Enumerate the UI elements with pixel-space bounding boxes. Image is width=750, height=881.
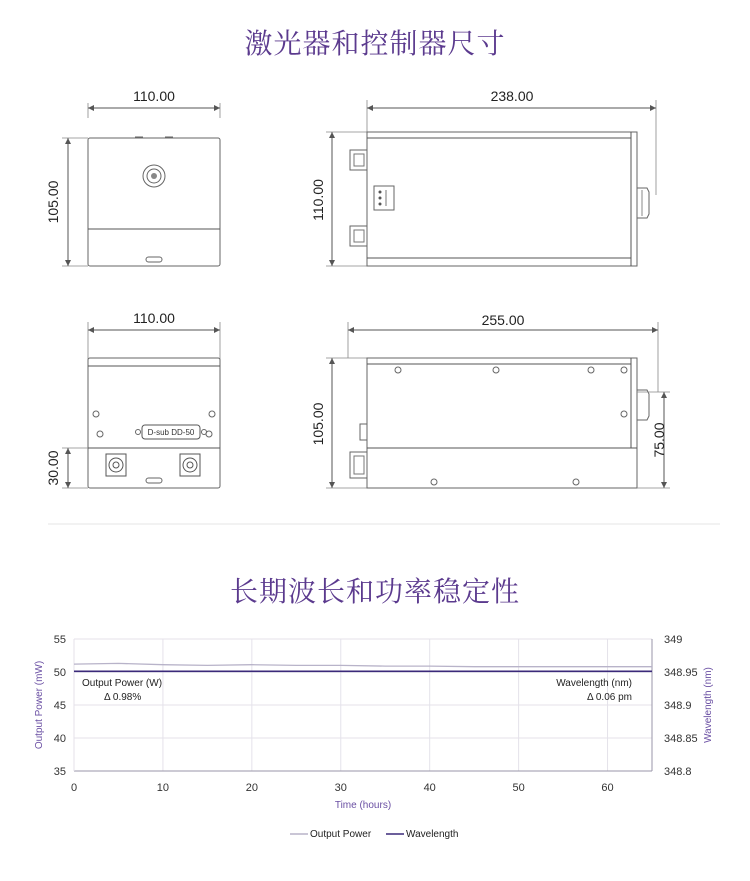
x-tick-label: 60 bbox=[601, 782, 614, 794]
x-tick-label: 30 bbox=[334, 782, 347, 794]
drawing-controller-side-view bbox=[310, 312, 670, 488]
dsub-connector-label: D-sub DD-50 bbox=[147, 428, 195, 437]
dimensions-title: 激光器和控制器尺寸 bbox=[244, 27, 506, 60]
chart-grid bbox=[74, 639, 652, 771]
x-tick-label: 20 bbox=[245, 782, 258, 794]
side-width-label: 238.00 bbox=[490, 88, 534, 104]
y-tick-label: 55 bbox=[53, 634, 66, 646]
rear-height-label: 30.00 bbox=[45, 450, 61, 486]
controller-width-label: 255.00 bbox=[481, 312, 525, 328]
y-axis-right bbox=[664, 634, 698, 778]
power-annotation-label: Output Power (W) bbox=[82, 678, 163, 689]
x-tick-label: 50 bbox=[512, 782, 525, 794]
chart-series bbox=[74, 663, 652, 671]
legend-label-power: Output Power bbox=[310, 829, 372, 840]
x-tick-label: 0 bbox=[70, 782, 78, 794]
controller-height2-label: 75.00 bbox=[651, 422, 667, 458]
power-annotation-delta: Δ 0.98% bbox=[104, 692, 142, 703]
chart-legend bbox=[290, 829, 458, 840]
y-axis-label-left: Output Power (mW) bbox=[34, 660, 45, 750]
y-tick-label: 45 bbox=[53, 700, 66, 712]
y-axis-label-right: Wavelength (nm) bbox=[703, 667, 714, 743]
y2-tick-label: 348.8 bbox=[664, 766, 692, 778]
drawing-side-view bbox=[310, 88, 656, 266]
y-tick-label: 50 bbox=[53, 667, 66, 679]
rear-width-label: 110.00 bbox=[133, 310, 175, 326]
controller-height-label: 105.00 bbox=[310, 402, 326, 446]
y2-tick-label: 349 bbox=[664, 634, 683, 646]
drawing-front-view bbox=[45, 88, 220, 266]
x-tick-label: 10 bbox=[156, 782, 170, 794]
x-axis bbox=[71, 782, 614, 794]
y2-tick-label: 348.9 bbox=[664, 700, 692, 712]
y2-tick-label: 348.95 bbox=[664, 667, 698, 679]
y2-tick-label: 348.85 bbox=[664, 733, 698, 745]
stability-title: 长期波长和功率稳定性 bbox=[229, 575, 520, 608]
y-tick-label: 40 bbox=[53, 733, 66, 745]
x-axis-label: Time (hours) bbox=[334, 800, 392, 811]
front-height-label: 105.00 bbox=[45, 180, 61, 224]
x-tick-label: 40 bbox=[423, 782, 436, 794]
front-width-label: 110.00 bbox=[133, 88, 175, 104]
series-line-output-power bbox=[74, 663, 652, 666]
drawing-rear-view bbox=[45, 310, 220, 488]
side-height-label: 110.00 bbox=[310, 179, 326, 221]
wavelength-annotation-delta: Δ 0.06 pm bbox=[586, 692, 632, 703]
wavelength-annotation-label: Wavelength (nm) bbox=[556, 678, 632, 689]
legend-label-wavelength: Wavelength bbox=[406, 829, 459, 840]
y-tick-label: 35 bbox=[53, 766, 66, 778]
y-axis-left bbox=[54, 634, 66, 778]
